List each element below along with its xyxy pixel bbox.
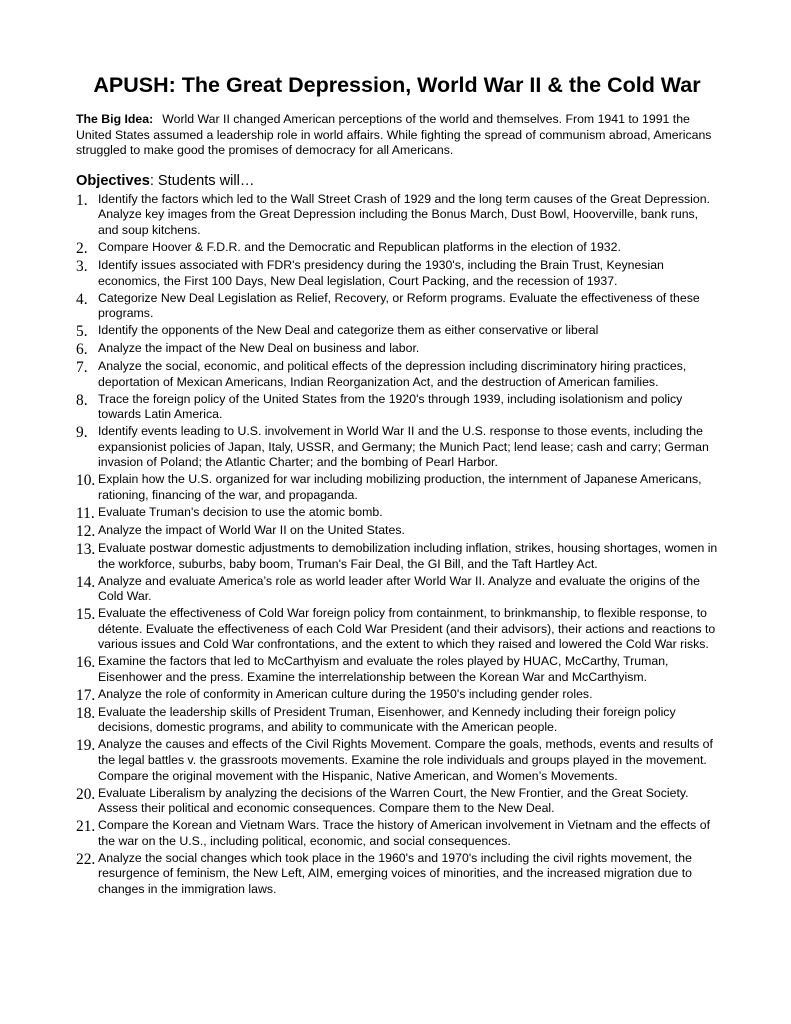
list-item-number: 13. — [76, 540, 96, 558]
list-item-number: 16. — [76, 654, 96, 672]
list-item-number: 14. — [76, 573, 96, 591]
list-item — [76, 851, 718, 898]
list-item-text: Analyze the social, economic, and political effects of the depression including discriminatory hiring practices, deportation of Mexican Americans, Indian Reorganization Act, and the destruction of American families. — [98, 359, 687, 389]
list-item-number: 8. — [76, 391, 88, 409]
list-item-number: 17. — [76, 686, 96, 704]
list-item-text: Compare Hoover & F.D.R. and the Democratic and Republican platforms in the election of 1932. — [98, 239, 621, 254]
list-item — [76, 341, 718, 358]
list-item-text: Compare the Korean and Vietnam Wars. Trace the history of American involvement in Vietnam and the effects of the war on the U.S., including political, economic, and social consequences. — [98, 818, 710, 848]
list-item-text: Analyze the causes and effects of the Civil Rights Movement. Compare the goals, methods, events and results of the legal battles v. the grassroots movements. Examine the role individuals and groups played in the movement. Compare the original movement with the Hispanic, Native American, and Women’s Movements. — [98, 737, 713, 783]
list-item-number: 3. — [76, 257, 88, 275]
list-item-number: 11. — [76, 504, 95, 522]
list-item-text: Evaluate Liberalism by analyzing the decisions of the Warren Court, the New Frontier, and the Great Society. Assess their political and economic consequences. Compare them to the New Deal. — [98, 785, 689, 816]
list-item-number: 1. — [76, 191, 88, 209]
list-item — [76, 323, 718, 340]
big-idea-text: World War II changed American perceptions of the world and themselves. From 1941 to 1991 the United States assumed a leadership role in world affairs. While fighting the spread of communism abroad, Americans struggled to make good the promises of democracy for all Americans. — [76, 112, 712, 158]
list-item-number: 15. — [76, 606, 96, 624]
list-item — [76, 541, 718, 572]
list-item-text: Evaluate Truman's decision to use the atomic bomb. — [98, 504, 383, 519]
objectives-intro: : Students will… — [149, 172, 255, 189]
list-item-text: Explain how the U.S. organized for war including mobilizing production, the internment of Japanese Americans, rationing, financing of the war, and propaganda. — [98, 472, 702, 502]
list-item — [76, 359, 718, 390]
list-item-text: Evaluate the effectiveness of Cold War foreign policy from containment, to brinkmanship, to flexible response, to détente. Evaluate the effectiveness of each Cold War President (and their advisors), their actions and reactions to various issues and Cold War confrontations, and the extent to which they raised and lowered the Cold War risks. — [98, 606, 716, 652]
list-item — [76, 291, 718, 322]
list-item-number: 22. — [76, 850, 96, 868]
list-item-number: 20. — [76, 785, 96, 803]
list-item — [76, 705, 718, 736]
list-item-number: 5. — [76, 323, 88, 341]
objectives-label: Objectives — [76, 172, 150, 189]
list-item-text: Analyze the impact of the New Deal on business and labor. — [98, 341, 420, 356]
list-item-text: Analyze and evaluate America’s role as world leader after World War II. Analyze and evaluate the origins of the Cold War. — [98, 573, 700, 604]
list-item — [76, 240, 718, 257]
list-item — [76, 786, 718, 817]
page-title: APUSH: The Great Depression, World War II & the Cold War — [93, 73, 701, 97]
list-item — [76, 192, 718, 239]
objectives-list — [76, 192, 718, 898]
list-item-text: Evaluate the leadership skills of President Truman, Eisenhower, and Kennedy including their foreign policy decisions, domestic programs, and ability to communicate with the American people. — [98, 704, 676, 735]
list-item — [76, 424, 718, 471]
list-item-text: Categorize New Deal Legislation as Relief, Recovery, or Reform programs. Evaluate the effectiveness of these programs. — [98, 290, 700, 321]
list-item-number: 19. — [76, 737, 96, 755]
list-item-number: 7. — [76, 359, 88, 377]
objectives-heading — [76, 173, 718, 190]
list-item-text: Identify the factors which led to the Wall Street Crash of 1929 and the long term causes of the Great Depression. Analyze key images from the Great Depression including the Bonus March, Dust Bowl, Hooverville, bank runs, and soup kitchens. — [98, 191, 710, 237]
list-item-text: Trace the foreign policy of the United States from the 1920's through 1939, including isolationism and policy towards Latin America. — [98, 391, 683, 422]
list-item-text: Identify issues associated with FDR's presidency during the 1930's, including the Brain Trust, Keynesian economics, the First 100 Days, New Deal legislation, Court Packing, and the recession of 1937. — [98, 257, 664, 288]
list-item-number: 4. — [76, 290, 88, 308]
list-item — [76, 472, 718, 503]
list-item-text: Analyze the role of conformity in American culture during the 1950's including gender roles. — [98, 686, 593, 701]
list-item — [76, 505, 718, 522]
list-item-text: Identify the opponents of the New Deal and categorize them as either conservative or liberal — [98, 323, 599, 338]
list-item-number: 2. — [76, 239, 88, 257]
list-item — [76, 523, 718, 540]
document-page — [76, 70, 718, 899]
list-item-number: 9. — [76, 424, 88, 442]
list-item-text: Evaluate postwar domestic adjustments to demobilization including inflation, strikes, housing shortages, women in the workforce, suburbs, baby boom, Truman's Fair Deal, the GI Bill, and the Taft Hartley Act. — [98, 540, 718, 571]
list-item-number: 6. — [76, 341, 88, 359]
list-item-number: 21. — [76, 818, 96, 836]
list-item-text: Identify events leading to U.S. involvement in World War II and the U.S. response to those events, including the expansionist policies of Japan, Italy, USSR, and Germany; the Munich Pact; lend lease; cash and carry; German invasion of Poland; the Atlantic Charter; and the bombing of Pearl Harbor. — [98, 424, 709, 470]
list-item-number: 18. — [76, 704, 96, 722]
list-item-text: Analyze the social changes which took place in the 1960's and 1970's including the civil rights movement, the resurgence of feminism, the New Left, AIM, emerging voices of minorities, and the increased migration due to changes in the immigration laws. — [98, 850, 692, 896]
list-item-text: Analyze the impact of World War II on the United States. — [98, 522, 405, 537]
list-item — [76, 687, 718, 704]
list-item — [76, 737, 718, 784]
list-item — [76, 654, 718, 685]
list-item-text: Examine the factors that led to McCarthyism and evaluate the roles played by HUAC, McCarthy, Truman, Eisenhower and the press. Examine the interrelationship between the Korean War and McCarthyism. — [98, 654, 669, 684]
list-item-number: 12. — [76, 522, 96, 540]
list-item — [76, 606, 718, 653]
list-item — [76, 574, 718, 605]
big-idea-paragraph — [76, 112, 718, 159]
list-item — [76, 818, 718, 849]
list-item — [76, 392, 718, 423]
big-idea-label: The Big Idea: — [76, 112, 154, 126]
list-item — [76, 258, 718, 289]
list-item-number: 10. — [76, 472, 96, 490]
